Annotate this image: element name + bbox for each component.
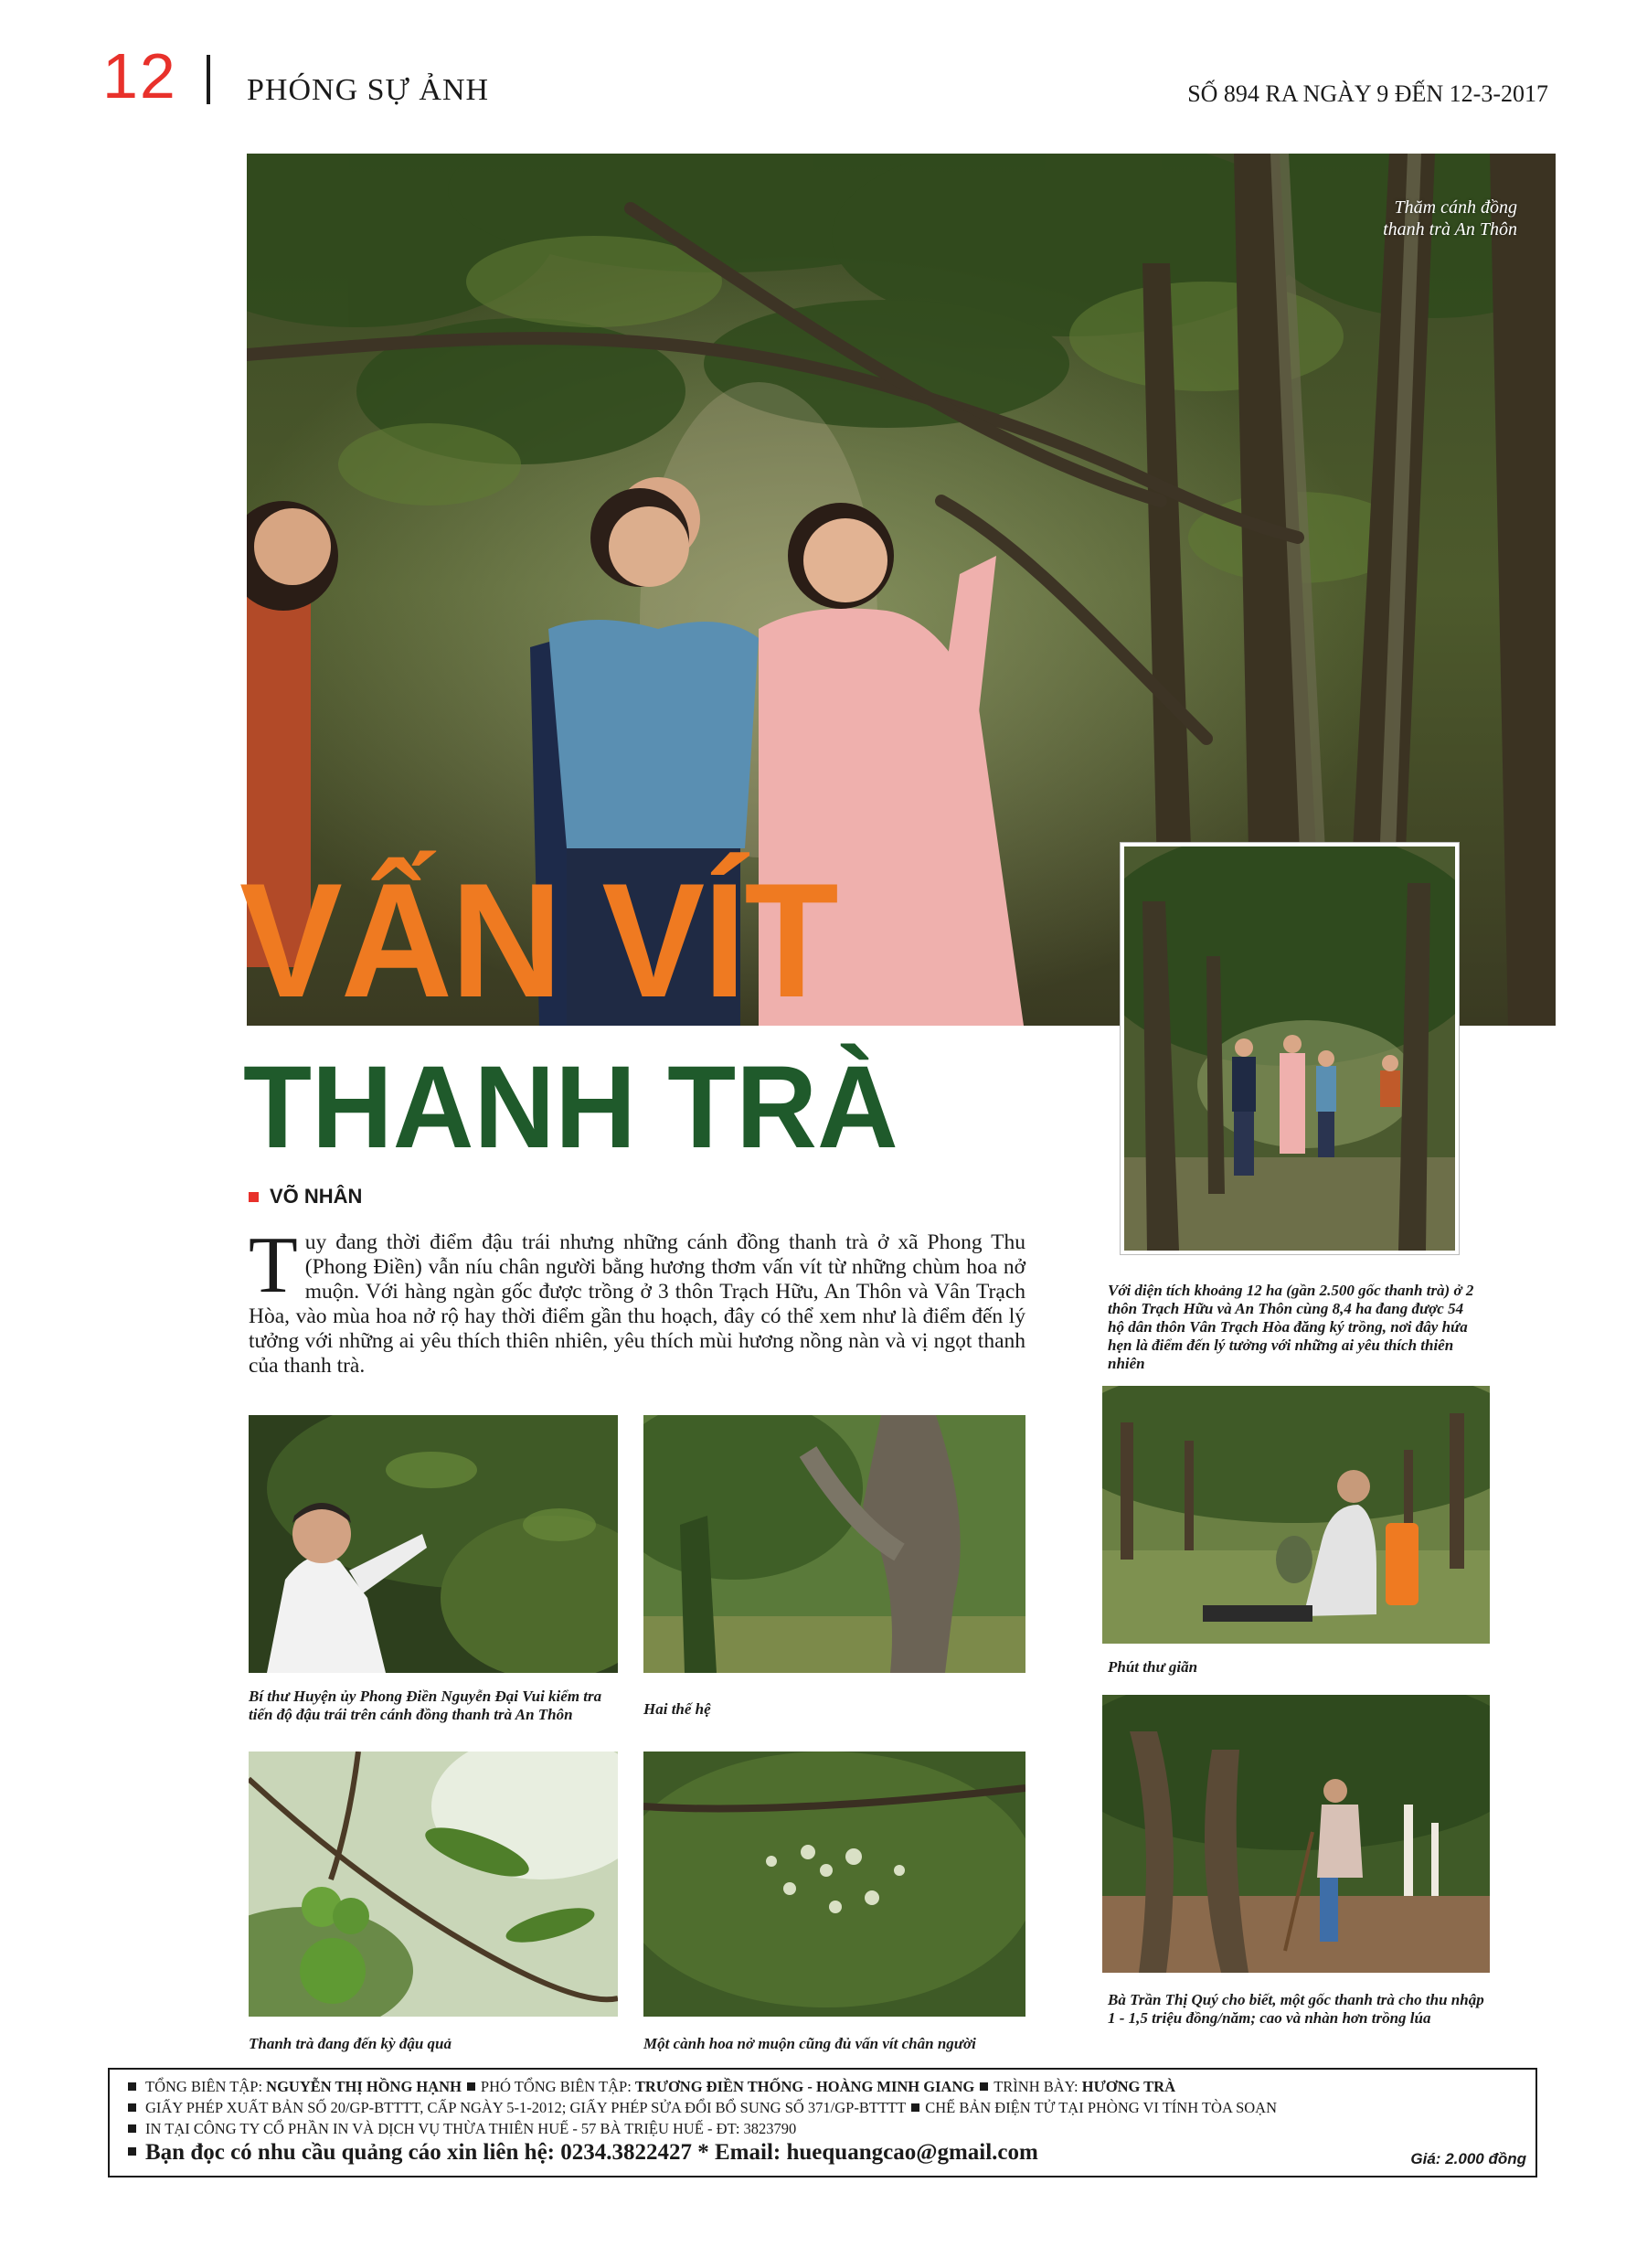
footer-editors: TỔNG BIÊN TẬP: NGUYỄN THỊ HỒNG HẠNH PHÓ TỔNG BIÊN TẬP: TRƯƠNG ĐIỀN THỐNG - HOÀNG MINH GIANG TRÌNH BÀY: HƯƠNG TRÀ [128, 2076, 1517, 2097]
lead-paragraph [249, 1221, 1025, 1379]
footer-license: GIẤY PHÉP XUẤT BẢN SỐ 20/GP-BTTTT, CẤP NGÀY 5-1-2012; GIẤY PHÉP SỬA ĐỔI BỔ SUNG SỐ 371/GP-BTTTT CHẾ BẢN ĐIỆN TỬ TẠI PHÒNG VI TÍNH TÒA SOẠN [128, 2097, 1517, 2118]
caption-right-bottom: Bà Trần Thị Quý cho biết, một gốc thanh trà cho thu nhập 1 - 1,5 triệu đồng/năm; cao và nhàn hơn trồng lúa [1108, 1991, 1484, 2027]
caption-right-top: Với diện tích khoảng 12 ha (gần 2.500 gốc thanh trà) ở 2 thôn Trạch Hữu và An Thôn cùng 8,4 ha đang được 54 hộ dân thôn Vân Trạch Hòa đăng ký trồng, nơi đây hứa hẹn là điểm đến lý tưởng với những ai yêu thích thiên nhiên [1108, 1282, 1474, 1372]
footer-printer: IN TẠI CÔNG TY CỔ PHẦN IN VÀ DỊCH VỤ THỪA THIÊN HUẾ - 57 BÀ TRIỆU HUẾ - ĐT: 3823790 [128, 2118, 1517, 2139]
photo-inspection [249, 1415, 618, 1673]
price-label: Giá: 2.000 đồng [1410, 2150, 1526, 2167]
footer-advertising: Bạn đọc có nhu cầu quảng cáo xin liên hệ: 0234.3822427 * Email: huequangcao@gmail.com [128, 2139, 1517, 2167]
lead-text: uy đang thời điểm đậu trái nhưng những cánh đồng thanh trà ở xã Phong Thu (Phong Điền) vẫn níu chân người bằng hương thơm vấn vít từ những chùm hoa nở muộn. Với hàng ngàn gốc được trồng ở 3 thôn Trạch Hữu, An Thôn và Vân Trạch Hòa, vào mùa hoa nở rộ hay thời điểm gần thu hoạch, đây có thể xem như là điểm đến lý tưởng với những ai yêu thích thiên nhiên, yêu thích mùi hương nồng nàn và vị ngọt thanh của thanh trà. [249, 1230, 1025, 1378]
headline-line-1: VẤN VÍT [239, 849, 837, 1031]
caption-right-mid: Phút thư giãn [1108, 1658, 1198, 1676]
photo-relaxing [1102, 1386, 1490, 1644]
caption-grid-2: Hai thế hệ [643, 1700, 711, 1718]
drop-cap: T [249, 1221, 298, 1310]
caption-grid-3: Thanh trà đang đến kỳ đậu quả [249, 2035, 452, 2052]
hero-caption: Thăm cánh đồng thanh trà An Thôn [1383, 197, 1517, 240]
headline-line-2: THANH TRÀ [243, 1042, 898, 1173]
bullet-square [249, 1192, 259, 1202]
bullet-square [128, 2103, 136, 2112]
bullet-square [911, 2103, 919, 2112]
section-title: PHÓNG SỰ ẢNH [247, 73, 490, 107]
caption-grid-4: Một cành hoa nở muộn cũng đủ vấn vít chân người [643, 2035, 976, 2052]
author-name: VÕ NHÂN [270, 1185, 363, 1208]
issue-date: SỐ 894 RA NGÀY 9 ĐẾN 12-3-2017 [1187, 80, 1548, 107]
bullet-square [128, 2082, 136, 2091]
bullet-square [467, 2082, 475, 2091]
header-divider [207, 55, 210, 104]
bullet-square [128, 2147, 136, 2156]
photo-orchard-walk [1121, 843, 1459, 1254]
page-number: 12 [102, 40, 177, 112]
bullet-square [980, 2082, 988, 2091]
photo-farmer-digging [1102, 1695, 1490, 1973]
photo-late-blossom [643, 1752, 1025, 2017]
bullet-square [128, 2124, 136, 2133]
author-byline [249, 1185, 362, 1209]
caption-grid-1: Bí thư Huyện ủy Phong Điền Nguyễn Đại Vui kiểm tra tiến độ đậu trái trên cánh đồng thanh trà An Thôn [249, 1688, 602, 1723]
photo-two-generations [643, 1415, 1025, 1673]
masthead-footer [108, 2068, 1537, 2177]
photo-young-fruit [249, 1752, 618, 2017]
